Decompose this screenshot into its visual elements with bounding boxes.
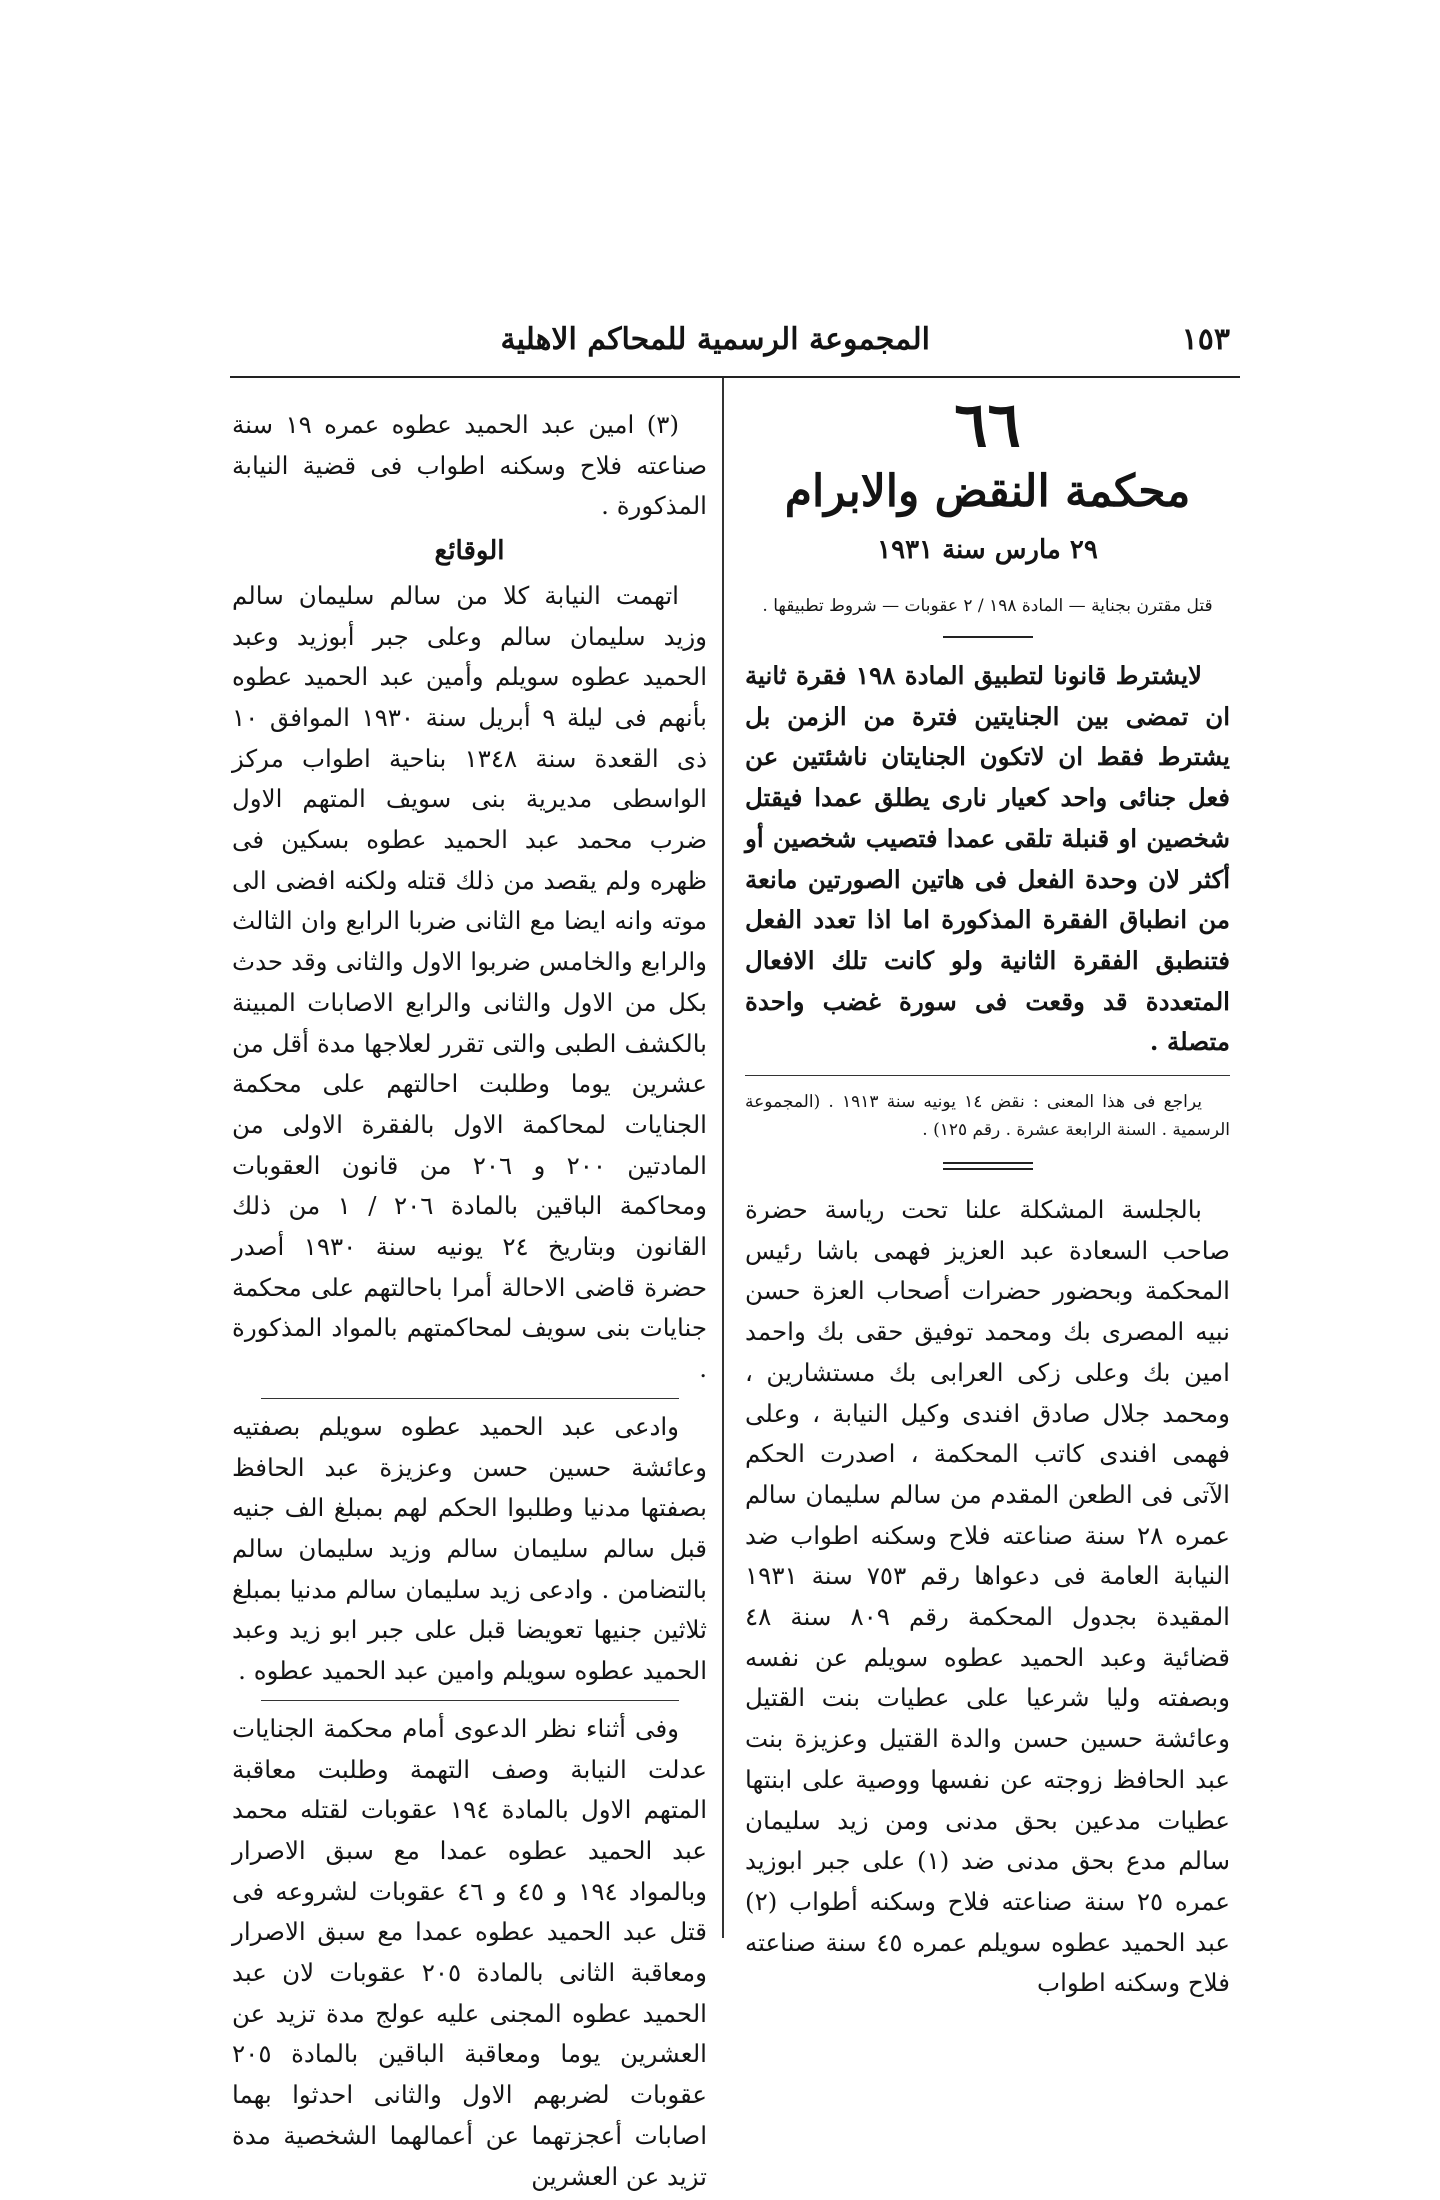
column-divider — [722, 378, 724, 1938]
reference-double-rule — [943, 1162, 1033, 1170]
facts-heading: الوقائع — [434, 536, 505, 567]
right-column — [745, 380, 1230, 2004]
case-date: ٢٩ مارس سنة ١٩٣١ — [877, 535, 1098, 565]
reference-note: يراجع فى هذا المعنى : نقض ١٤ يونيه سنة ١٩١٣ . (المجموعة الرسمية . السنة الرابعة عشرة . رقم ١٢٥) . — [745, 1092, 1230, 1141]
party-three: (٣) امين عبد الحميد عطوه عمره ١٩ سنة صناعته فلاح وسكنه اطواب فى قضية النيابة المذكورة . — [232, 410, 707, 521]
claims-divider — [261, 1700, 679, 1701]
headnote-rule — [745, 1075, 1230, 1076]
headnote: لايشترط قانونا لتطبيق المادة ١٩٨ فقرة ثانية ان تمضى بين الجنايتين فترة من الزمن بل يشترط فقط ان لاتكون الجنايتان ناشئتين عن فعل جنائى واحد كعيار نارى يطلق عمدا فيقتل شخصين او قنبلة تلقى عمدا فتصيب شخصين أو أكثر لان وحدة الفعل فى هاتين الصورتين مانعة من انطباق الفقرة المذكورة اما اذا تعدد الفعل فتنطبق الفقرة الثانية ولو كانت تلك الافعال المتعددة قد وقعت فى سورة غضب واحدة متصلة . — [745, 661, 1230, 1057]
court-name: محكمة النقض والابرام — [784, 466, 1191, 517]
facts-divider — [261, 1398, 679, 1399]
judgment-body: بالجلسة المشكلة علنا تحت رياسة حضرة صاحب السعادة عبد العزيز فهمى باشا رئيس المحكمة وبحضور حضرات أصحاب العزة حسن نبيه المصرى بك ومحمد توفيق حقى بك واحمد امين بك وعلى زكى العرابى بك مستشارين ، ومحمد جلال صادق افندى وكيل النيابة ، وعلى فهمى افندى كاتب المحكمة ، اصدرت الحكم الآتى فى الطعن المقدم من سالم سليمان سالم عمره ٢٨ سنة صناعته فلاح وسكنه اطواب ضد النيابة العامة فى دعواها رقم ٧٥٣ سنة ١٩٣١ المقيدة بجدول المحكمة رقم ٨٠٩ سنة ٤٨ قضائية وعبد الحميد عطوه سويلم عن نفسه وبصفته وليا شرعيا على عطيات بنت القتيل وعائشة حسين حسن والدة القتيل وعزيزة بنت عبد الحافظ زوجته عن نفسها ووصية على ابنتها عطيات مدعين بحق مدنى ومن زيد سليمان سالم مدع بحق مدنى ضد (١) على جبر ابوزيد عمره ٢٥ سنة صناعته فلاح وسكنه أطواب (٢) عبد الحميد عطوه سويلم عمره ٤٥ سنة صناعته فلاح وسكنه اطواب — [745, 1195, 1230, 1998]
topic-rule — [943, 636, 1033, 638]
running-title: المجموعة الرسمية للمحاكم الاهلية — [500, 322, 930, 357]
civil-claims-paragraph: وادعى عبد الحميد عطوه سويلم بصفتيه وعائشة حسين حسن وعزيزة عبد الحافظ بصفتها مدنيا وطلبوا الحكم لهم بمبلغ الف جنيه قبل سالم سليمان سالم وزيد سليمان سالم بالتضامن . وادعى زيد سليمان سالم مدنيا بمبلغ ثلاثين جنيها تعويضا قبل على جبر ابو زيد وعبد الحميد عطوه سويلم وامين عبد الحميد عطوه . — [232, 1411, 707, 1686]
topic-line: قتل مقترن بجناية — المادة ١٩٨ / ٢ عقوبات — شروط تطبيقها . — [762, 596, 1213, 616]
header-rule — [230, 376, 1240, 378]
left-column — [232, 405, 707, 2197]
facts-paragraph: اتهمت النيابة كلا من سالم سليمان سالم وزيد سليمان سالم وعلى جبر أبوزيد وعبد الحميد عطوه سويلم وأمين عبد الحميد عطوه بأنهم فى ليلة ٩ أبريل سنة ١٩٣٠ الموافق ١٠ ذى القعدة سنة ١٣٤٨ بناحية اطواب مركز الواسطى مديرية بنى سويف المتهم الاول ضرب محمد عبد الحميد عطوه بسكين فى ظهره ولم يقصد من ذلك قتله ولكنه افضى الى موته وانه ايضا مع الثانى ضربا الرابع وان الثالث والرابع والخامس ضربوا الاول والثانى وقد حدث بكل من الاول والثانى والرابع الاصابات المبينة بالكشف الطبى والتى تقرر لعلاجها مدة أقل من عشرين يوما وطلبت احالتهم على محكمة الجنايات لمحاكمة الاول بالفقرة الاولى من المادتين ٢٠٠ و ٢٠٦ من قانون العقوبات ومحاكمة الباقين بالمادة ٢٠٦ / ١ من ذلك القانون وبتاريخ ٢٤ يونيه سنة ١٩٣٠ أصدر حضرة قاضى الاحالة أمرا باحالتهم على محكمة جنايات بنى سويف لمحاكمتهم بالمواد المذكورة . — [232, 580, 707, 1384]
page-number: ١٥٣ — [1181, 322, 1230, 357]
case-number: ٦٦ — [954, 388, 1021, 461]
page-header — [230, 322, 1230, 368]
trial-paragraph: وفى أثناء نظر الدعوى أمام محكمة الجنايات عدلت النيابة وصف التهمة وطلبت معاقبة المتهم الاول بالمادة ١٩٤ عقوبات لقتله محمد عبد الحميد عطوه عمدا مع سبق الاصرار وبالمواد ١٩٤ و ٤٥ و ٤٦ عقوبات لشروعه فى قتل عبد الحميد عطوه عمدا مع سبق الاصرار ومعاقبة الثانى بالمادة ٢٠٥ عقوبات لان عبد الحميد عطوه المجنى عليه عولج مدة تزيد عن العشرين يوما ومعاقبة الباقين بالمادة ٢٠٥ عقوبات لضربهم الاول والثانى احدثوا بهما اصابات أعجزتهما عن أعمالهما الشخصية مدة تزيد عن العشرين — [232, 1713, 707, 2191]
